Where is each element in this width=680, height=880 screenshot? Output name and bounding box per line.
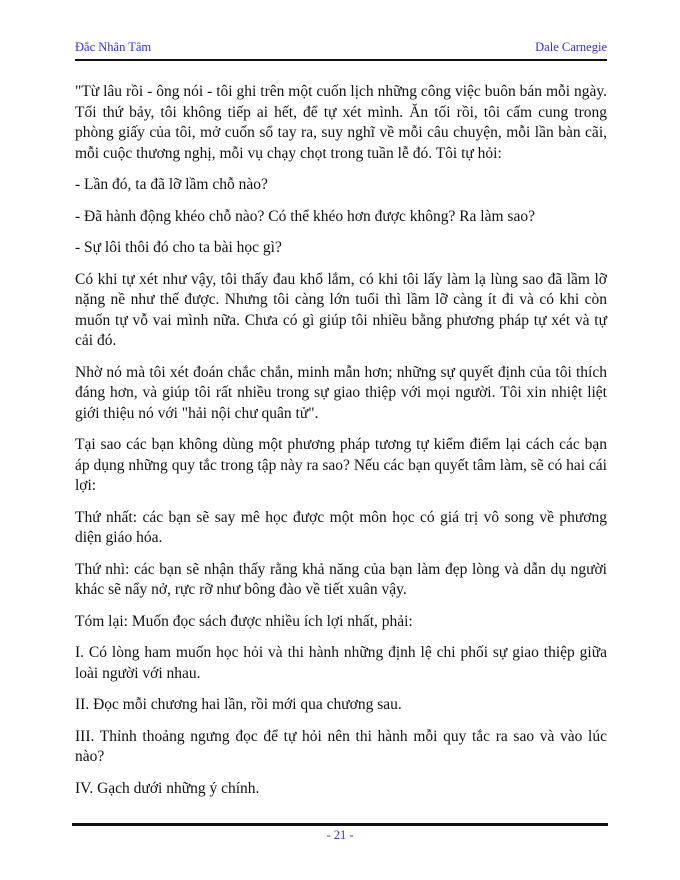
- page-body: [75, 82, 607, 799]
- paragraph: II. Đọc mỗi chương hai lần, rồi mới qua chương sau.: [75, 696, 402, 713]
- paragraph: - Sự lôi thôi đó cho ta bài học gì?: [75, 239, 282, 256]
- header-book-title: Đắc Nhân Tâm: [75, 40, 152, 54]
- paragraph: Tóm lại: Muốn đọc sách được nhiều ích lợi nhất, phải:: [75, 612, 413, 630]
- paragraph: - Lần đó, ta đã lỡ lầm chỗ nào?: [75, 176, 268, 193]
- paragraph: - Đã hành động khéo chỗ nào? Có thể khéo hơn được không? Ra làm sao?: [75, 207, 535, 225]
- page-number: - 21 -: [326, 828, 354, 842]
- page-header: [75, 40, 607, 61]
- paragraph: Thứ nhất: các bạn sẽ say mê học được một môn học có giá trị vô song về phương diện giáo hóa.: [75, 508, 607, 546]
- header-author: Dale Carnegie: [535, 40, 607, 54]
- page-footer: [72, 823, 608, 843]
- paragraph: Tại sao các bạn không dùng một phương pháp tương tự kiểm điểm lại cách các bạn áp dụng những quy tắc trong tập này ra sao? Nếu các bạn quyết tâm làm, sẽ có hai cái lợi:: [75, 436, 607, 494]
- paragraph: Có khi tự xét như vậy, tôi thấy đau khổ lắm, có khi tôi lấy làm lạ lùng sao đã lầm lỡ nặng nề như thế được. Nhưng tôi càng lớn tuổi thì lầm lỡ càng ít đi và có khi còn muốn tự vỗ vai mình nữa. Chưa có gì giúp tôi nhiều bằng phương pháp tự xét và tự cải đó.: [75, 270, 607, 349]
- paragraph: III. Thỉnh thoảng ngưng đọc để tự hỏi nên thi hành mỗi quy tắc ra sao và vào lúc nào?: [75, 727, 607, 765]
- paragraph: IV. Gạch dưới những ý chính.: [75, 779, 260, 797]
- paragraph: Nhờ nó mà tôi xét đoán chắc chắn, minh mẫn hơn; những sự quyết định của tôi thích đáng hơn, và giúp tôi rất nhiều trong sự giao thiệp với mọi người. Tôi xin nhiệt liệt giới thiệu nó với "hải nội chư quân tử".: [75, 363, 607, 422]
- paragraph: I. Có lòng ham muốn học hỏi và thi hành những định lệ chi phối sự giao thiệp giữa loài người với nhau.: [75, 644, 607, 682]
- paragraph: Thứ nhì: các bạn sẽ nhận thấy rằng khả năng của bạn làm đẹp lòng và dẫn dụ người khác sẽ nẩy nở, rực rỡ như bông đào về tiết xuân vậy.: [75, 560, 607, 598]
- paragraph: "Từ lâu rồi - ông nói - tôi ghi trên một cuốn lịch những công việc buôn bán mỗi ngày. Tối thứ bảy, tôi không tiếp ai hết, để tự xét mình. Ăn tối rồi, tôi cấm cung trong phòng giấy của tôi, mở cuốn sổ tay ra, suy nghĩ về mỗi câu chuyện, mỗi lần bàn cãi, mỗi cuộc thương nghị, mỗi vụ chạy chọt trong tuần lễ đó. Tôi tự hỏi:: [75, 83, 607, 162]
